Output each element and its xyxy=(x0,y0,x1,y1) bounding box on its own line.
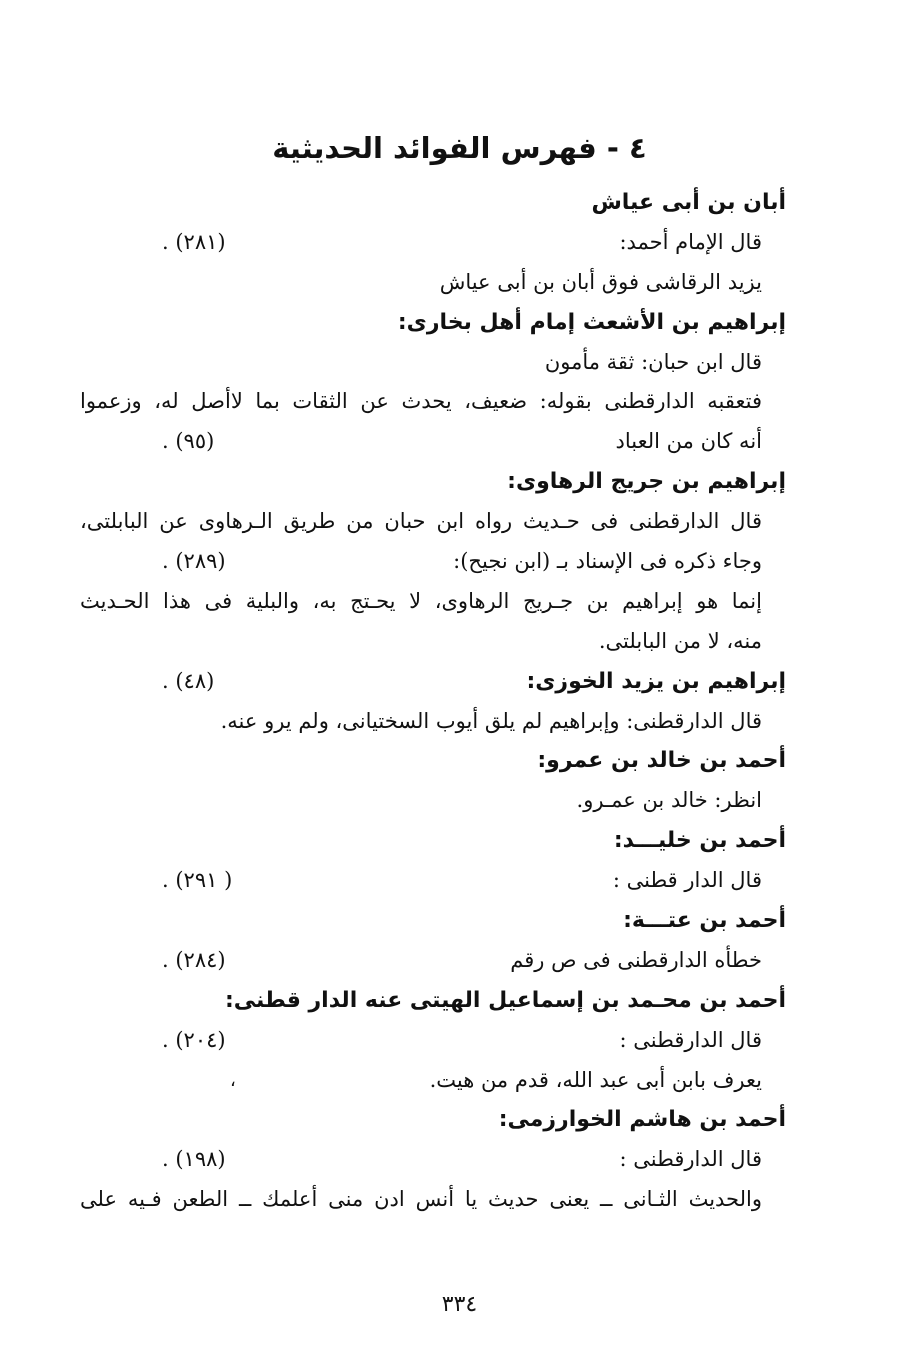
entry-heading xyxy=(80,662,786,702)
narrator-name: إبراهيم بن الأشعث إمام أهل بخارى: xyxy=(397,309,786,335)
note-text: قال الدار قطنى : xyxy=(612,868,762,893)
note-text: فتعقبه الدارقطنى بقوله: ضعيف، يحدث عن الثقات بما لاأصل له، وزعموا xyxy=(80,389,762,414)
stray-mark: ، xyxy=(230,1069,236,1091)
reference-number: (٢٠٤) . xyxy=(162,1027,226,1052)
entry-line xyxy=(80,582,786,622)
entry-line xyxy=(80,382,786,422)
note-text: يعرف بابن أبى عبد الله، قدم من هيت. xyxy=(429,1067,762,1092)
index-content xyxy=(80,183,786,1220)
narrator-name: أبان بن أبى عياش xyxy=(591,190,786,215)
note-text: إنما هو إبراهيم بن جـريج الرهاوى، لا يحـتج به، والبلية فى هذا الحـديث xyxy=(80,588,762,613)
narrator-name: أحمد بن هاشم الخوارزمى: xyxy=(498,1107,786,1133)
note-text: قال ابن حبان: ثقة مأمون xyxy=(544,349,762,374)
note-text: قال الإمام أحمد: xyxy=(619,229,762,254)
entry-heading xyxy=(80,303,786,343)
reference-number: (٤٨) . xyxy=(162,668,215,693)
note-text: خطأه الدارقطنى فى ص رقم xyxy=(510,947,762,972)
entry-line xyxy=(80,1021,786,1061)
narrator-name: أحمد بن خالد بن عمرو: xyxy=(537,748,786,774)
entry-line xyxy=(80,622,786,662)
reference-number: (٩٥) . xyxy=(162,429,215,454)
entry-line xyxy=(80,263,786,303)
entry-heading xyxy=(80,741,786,781)
page-title: ٤ - فهرس الفوائد الحديثية xyxy=(272,131,647,165)
note-text: قال الدارقطنى : xyxy=(619,1027,762,1052)
reference-number: (٢٨١) . xyxy=(162,229,226,254)
entry-line xyxy=(80,941,786,981)
narrator-name: إبراهيم بن جريج الرهاوى: xyxy=(507,469,786,495)
narrator-name: أحمد بن محـمد بن إسماعيل الهيتى عنه الدار قطنى: xyxy=(224,987,786,1013)
entry-line xyxy=(80,223,786,263)
page-number: ٣٣٤ xyxy=(441,1292,478,1317)
note-text: والحديث الثـانى ــ يعنى حديث يا أنس ادن منى أعلمك ــ الطعن فـيه على xyxy=(80,1187,762,1212)
entry-line xyxy=(80,781,786,821)
note-text: قال الدارقطنى : xyxy=(619,1147,762,1172)
entry-line xyxy=(80,422,786,462)
note-text: وجاء ذكره فى الإسناد بـ (ابن نجيح): xyxy=(453,549,762,574)
note-text: قال الدارقطنى فى حـديث رواه ابن حبان من طريق الـرهاوى عن البابلتى، xyxy=(80,509,762,534)
entry-line xyxy=(80,702,786,742)
entry-line xyxy=(80,502,786,542)
entry-heading xyxy=(80,821,786,861)
entry-line xyxy=(80,343,786,383)
reference-number: (١٩٨) . xyxy=(162,1147,226,1172)
note-text: قال الدارقطنى: وإبراهيم لم يلق أيوب السختيانى، ولم يرو عنه. xyxy=(220,708,762,733)
entry-line xyxy=(80,861,786,901)
narrator-name: إبراهيم بن يزيد الخوزى: xyxy=(526,668,786,694)
note-text: أنه كان من العباد xyxy=(615,429,762,454)
reference-number: (٢٨٩) . xyxy=(162,549,226,574)
note-text: انظر: خالد بن عمـرو. xyxy=(576,788,762,813)
note-text: منه، لا من البابلتى. xyxy=(598,628,762,653)
narrator-name: أحمد بن خليـــد: xyxy=(613,828,786,854)
reference-number: ( ٢٩١) . xyxy=(162,868,233,893)
narrator-name: أحمد بن عتـــة: xyxy=(623,908,786,934)
entry-heading xyxy=(80,183,786,223)
entry-heading xyxy=(80,1100,786,1140)
entry-heading xyxy=(80,462,786,502)
entry-line xyxy=(80,1180,786,1220)
entry-line xyxy=(80,1140,786,1180)
entry-heading xyxy=(80,981,786,1021)
reference-number: (٢٨٤) . xyxy=(162,947,226,972)
entry-heading xyxy=(80,901,786,941)
note-text: يزيد الرقاشى فوق أبان بن أبى عياش xyxy=(439,269,762,294)
entry-line xyxy=(80,542,786,582)
entry-line xyxy=(80,1061,786,1101)
